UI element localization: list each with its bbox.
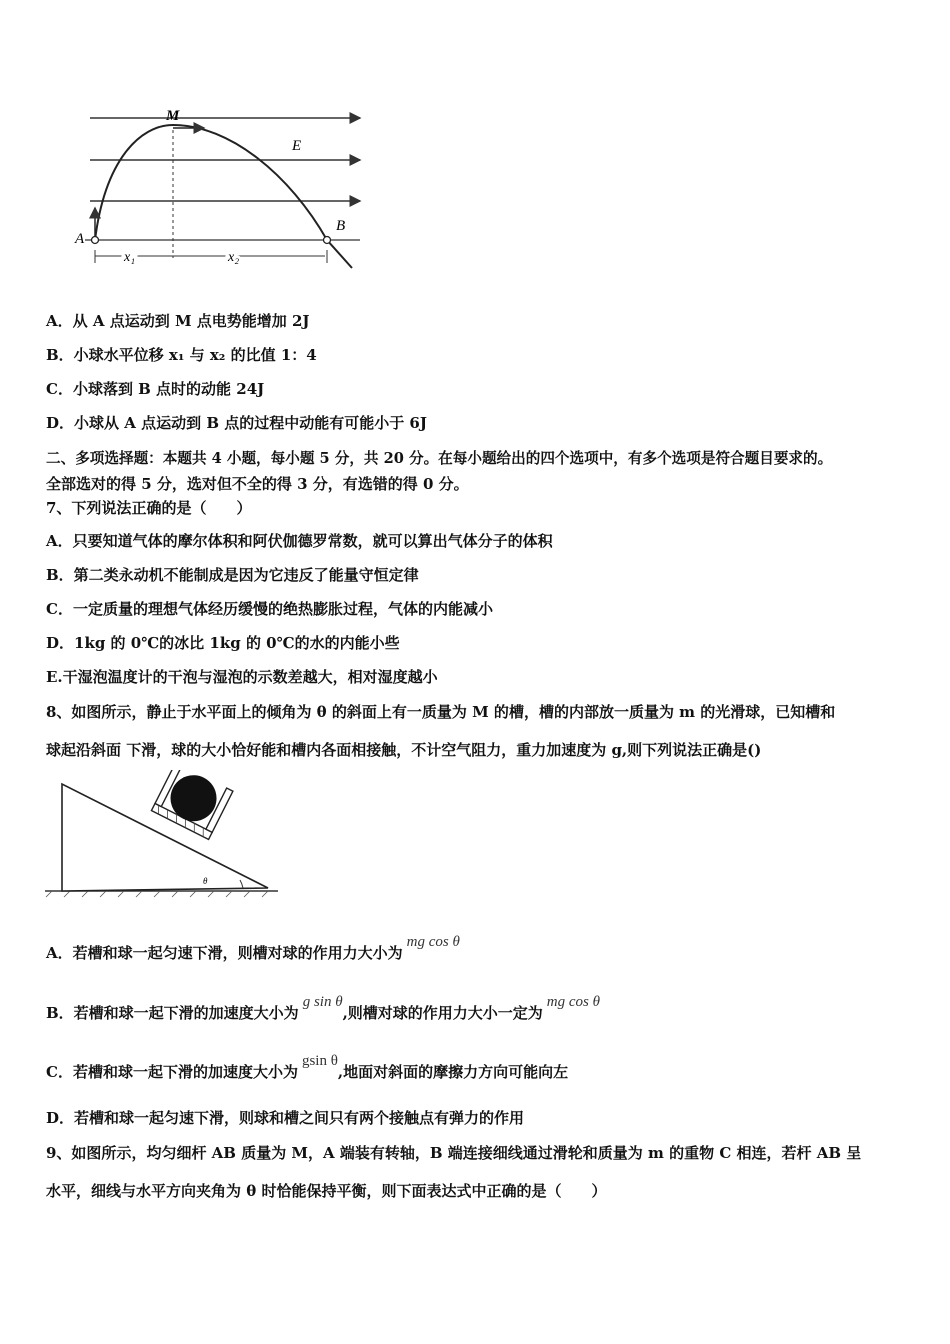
field-trajectory-figure (70, 100, 370, 280)
q8-option-c-formula: gsin θ (301, 1053, 338, 1069)
q8-option-c (46, 1053, 569, 1083)
q8-option-d: D．若槽和球一起匀速下滑，则球和槽之间只有两个接触点有弹力的作用 (46, 1109, 525, 1127)
q8-option-c-text-2: ,地面对斜面的摩擦力方向可能向左 (337, 1063, 569, 1081)
q8-stem-line2: 球起沿斜面 下滑，球的大小恰好能和槽内各面相接触，不计空气阻力，重力加速度为 g,则下列说法正确是() (46, 741, 762, 759)
label-E: E (292, 138, 302, 154)
q7-option-c: C．一定质量的理想气体经历缓慢的绝热膨胀过程，气体的内能减小 (46, 600, 493, 618)
q8-option-b-text-2: ,则槽对球的作用力大小一定为 (342, 1004, 543, 1022)
q9-stem-line2: 水平，细线与水平方向夹角为 θ 时恰能保持平衡，则下面表达式中正确的是（ ） (46, 1182, 607, 1200)
groove-with-ball (151, 770, 232, 839)
q8-stem-line1: 8、如图所示，静止于水平面上的倾角为 θ 的斜面上有一质量为 M 的槽，槽的内部放一质量为 m 的光滑球，已知槽和 (46, 703, 836, 721)
label-A: A (75, 231, 85, 247)
q8-option-b-formula-accel: g sin θ (302, 994, 343, 1010)
label-B: B (336, 218, 346, 234)
point-b (324, 237, 331, 244)
label-x2: x₂ (228, 250, 240, 265)
q8-option-b (46, 994, 600, 1024)
q9-stem-line1: 9、如图所示，均匀细杆 AB 质量为 M，A 端装有转轴，B 端连接细线通过滑轮和质量为 m 的重物 C 相连，若杆 AB 呈 (46, 1144, 862, 1162)
incline-figure (40, 770, 290, 900)
q8-option-a-text: A．若槽和球一起匀速下滑，则槽对球的作用力大小为 (46, 944, 403, 962)
q7-option-d: D．1kg 的 0℃的冰比 1kg 的 0℃的水的内能小些 (46, 634, 400, 652)
section2-scoring: 全部选对的得 5 分，选对但不全的得 3 分，有选错的得 0 分。 (46, 475, 469, 493)
point-a (92, 237, 99, 244)
q6-option-a: A．从 A 点运动到 M 点电势能增加 2J (46, 312, 310, 330)
section2-heading: 二、多项选择题：本题共 4 小题，每小题 5 分，共 20 分。在每小题给出的四个选项中，有多个选项是符合题目要求的。 (46, 450, 833, 467)
theta-label: θ (203, 876, 208, 886)
trajectory-curve (95, 125, 352, 268)
q7-stem: 7、下列说法正确的是（ ） (46, 499, 252, 517)
q6-option-d: D．小球从 A 点运动到 B 点的过程中动能有可能小于 6J (46, 414, 427, 432)
q8-option-b-text: B．若槽和球一起下滑的加速度大小为 (46, 1004, 299, 1022)
q7-option-b: B．第二类永动机不能制成是因为它违反了能量守恒定律 (46, 566, 419, 584)
q6-option-b: B．小球水平位移 x₁ 与 x₂ 的比值 1：4 (46, 346, 317, 364)
q8-option-a (46, 934, 460, 964)
q8-option-c-text: C．若槽和球一起下滑的加速度大小为 (46, 1063, 298, 1081)
field-lines (90, 118, 360, 201)
q6-option-c: C．小球落到 B 点时的动能 24J (46, 380, 265, 398)
q8-option-a-formula: mg cos θ (406, 934, 460, 950)
q7-option-e: E.干湿泡温度计的干泡与湿泡的示数差越大，相对湿度越小 (46, 668, 438, 686)
q7-option-a: A．只要知道气体的摩尔体积和阿伏伽德罗常数，就可以算出气体分子的体积 (46, 532, 553, 550)
label-x1: x₁ (124, 250, 136, 265)
label-M: M (166, 108, 180, 124)
q8-option-b-formula-force: mg cos θ (546, 994, 600, 1010)
